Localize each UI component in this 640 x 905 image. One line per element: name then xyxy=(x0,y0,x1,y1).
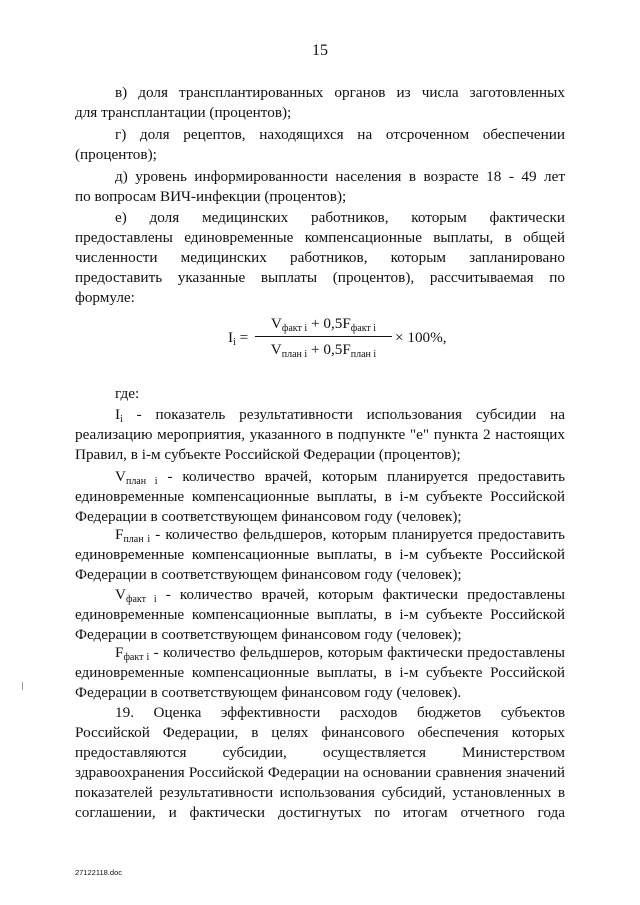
definition-text: - показатель результативности использования субсидии на xyxy=(122,406,565,423)
definition-line xyxy=(115,643,565,663)
text-line: по вопросам ВИЧ-инфекции (процентов); xyxy=(75,188,347,205)
definition-line: Федерации в соответствующем финансовом году (человек). xyxy=(75,684,462,701)
formula-rhs: × 100%, xyxy=(395,329,447,346)
text-line: (процентов); xyxy=(75,146,157,163)
definition-line xyxy=(115,405,565,425)
definition-line xyxy=(115,585,565,605)
definition-text: - количество врачей, которым планируется предоставить xyxy=(157,468,565,485)
definition-line: единовременные компенсационные выплаты, в i-м субъекте Российской xyxy=(75,488,565,505)
text-line: предоставить указанные выплаты (процентов), рассчитываемая по xyxy=(75,269,565,286)
text-line: показателей результативности использования субсидий, установленных в xyxy=(75,784,565,801)
definition-text: - количество фельдшеров, которым фактически предоставлены xyxy=(149,644,566,661)
definition-text: - количество врачей, которым фактически предоставлены xyxy=(156,586,566,603)
formula xyxy=(228,312,558,364)
definition-line: единовременные компенсационные выплаты, в i-м субъекте Российской xyxy=(75,606,565,623)
text-line: формуле: xyxy=(75,289,135,306)
text-line: где: xyxy=(115,385,140,402)
text-line: предоставляются субсидии, осуществляется Министерством xyxy=(75,744,565,761)
text-line: 19. Оценка эффективности расходов бюджетов субъектов xyxy=(115,704,565,721)
definition-line: единовременные компенсационные выплаты, в i-м субъекте Российской xyxy=(75,546,565,563)
definition-symbol: $F_{план i}$ xyxy=(115,526,151,545)
page-number: 15 xyxy=(312,42,328,59)
definition-symbol: $I_i$ xyxy=(115,406,123,425)
definition-symbol: $F_{факт i}$ xyxy=(115,644,150,663)
text-line: д) уровень информированности населения в возрасте 18 - 49 лет xyxy=(115,168,565,185)
text-line: е) доля медицинских работников, которым фактически xyxy=(115,209,565,226)
definition-text: - количество фельдшеров, которым планируется предоставить xyxy=(150,526,565,543)
margin-mark xyxy=(22,682,23,690)
formula-lhs: $I_i$ = xyxy=(228,329,249,348)
text-line: г) доля рецептов, находящихся на отсроченном обеспечении xyxy=(115,126,565,143)
definition-line: единовременные компенсационные выплаты, в i-м субъекте Российской xyxy=(75,664,565,681)
text-line: соглашении, и фактически достигнутых по итогам отчетного года xyxy=(75,804,565,821)
text-line: здравоохранения Российской Федерации на основании сравнения значений xyxy=(75,764,565,781)
formula-denominator: $V_{план i} + 0,5F_{план i}$ xyxy=(270,341,377,360)
definition-line xyxy=(115,467,565,487)
text-line: Российской Федерации, в целях финансового обеспечения которых xyxy=(75,724,565,741)
text-line: численности медицинских работников, которым запланировано xyxy=(75,249,565,266)
definition-line: Федерации в соответствующем финансовом году (человек); xyxy=(75,566,462,583)
footer-filename: 27122118.doc xyxy=(75,868,122,877)
definition-line: Федерации в соответствующем финансовом году (человек); xyxy=(75,508,462,525)
definition-symbol: $V_{факт i}$ xyxy=(115,586,157,605)
formula-fraction xyxy=(255,312,392,361)
text-line: для трансплантации (процентов); xyxy=(75,104,292,121)
text-line: в) доля трансплантированных органов из числа заготовленных xyxy=(115,84,565,101)
definition-symbol: $V_{план i}$ xyxy=(115,468,158,487)
text-line: предоставлены единовременные компенсационные выплаты, в общей xyxy=(75,229,565,246)
definition-line: реализацию мероприятия, указанного в подпункте "е" пункта 2 настоящих xyxy=(75,426,565,443)
definition-line xyxy=(115,525,565,545)
definition-line: Правил, в i-м субъекте Российской Федерации (процентов); xyxy=(75,446,461,463)
formula-numerator: $V_{факт i} + 0,5F_{факт i}$ xyxy=(255,312,392,337)
definition-line: Федерации в соответствующем финансовом году (человек); xyxy=(75,626,462,643)
